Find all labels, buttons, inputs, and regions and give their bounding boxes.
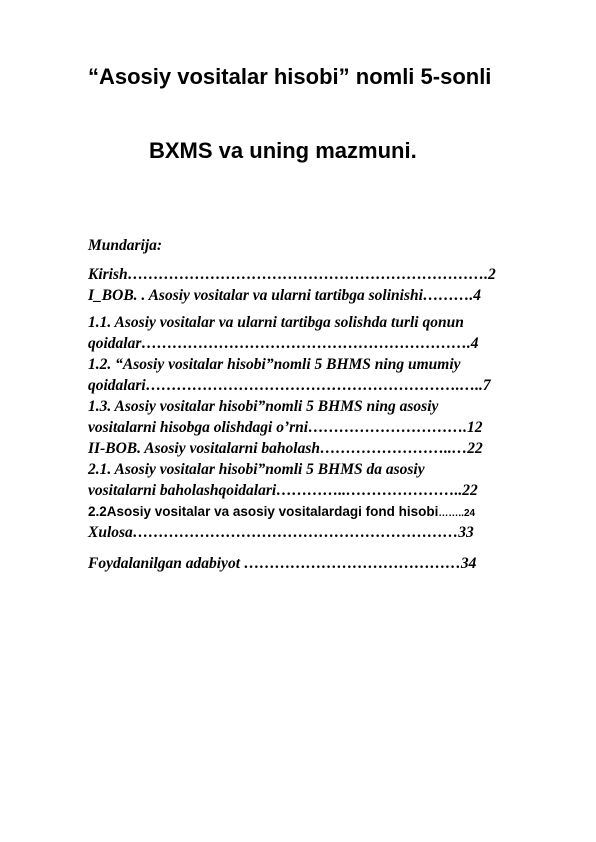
contents-heading: Mundarija: <box>88 237 163 254</box>
document-title-line-2: BXMS va uning mazmuni. <box>149 138 417 163</box>
toc-entry-1-1-line-1: 1.1. Asosiy vositalar va ularni tartibga solishda turli qonun <box>88 314 464 331</box>
toc-entry-conclusion: Xulosa………………………………………………………33 <box>88 524 474 541</box>
toc-entry-1-3-line-1: 1.3. Asosiy vositalar hisobi”nomli 5 BHMS ning asosiy <box>88 398 439 415</box>
toc-entry-2-2-text: 2.2Asosiy vositalar va asosiy vositalardagi fond hisobi <box>88 504 439 519</box>
toc-entry-references: Foydalanilgan adabiyot ……………………………………34 <box>88 555 477 572</box>
toc-entry-2-2 <box>88 501 558 522</box>
document-title-line-1: “Asosiy vositalar hisobi” nomli 5-sonli <box>88 64 492 89</box>
toc-entry-1-1-line-2: qoidalar……………………………………………………….4 <box>88 335 479 352</box>
toc-entry-2-1-line-1: 2.1. Asosiy vositalar hisobi”nomli 5 BHMS da asosiy <box>88 461 425 478</box>
toc-entry-chapter-2: II-BOB. Asosiy vositalarni baholash……………………..…22 <box>88 440 483 457</box>
toc-entry-chapter-1: I_BOB. . Asosiy vositalar va ularni tartibga solinishi……….4 <box>88 287 482 304</box>
toc-entry-1-2-line-1: 1.2. “Asosiy vositalar hisobi”nomli 5 BHMS ning umumiy <box>88 356 461 373</box>
toc-entry-2-1-line-2: vositalarni baholashqoidalari…………..…………………..22 <box>88 482 478 499</box>
table-of-contents <box>88 264 558 574</box>
toc-entry-2-2-page: ……..24 <box>438 508 476 519</box>
toc-entry-introduction: Kirish…………………………………………………………….2 <box>88 266 496 283</box>
toc-entry-1-3-line-2: vositalarni hisobga olishdagi o’rni………………………….12 <box>88 419 483 436</box>
toc-entry-1-2-line-2: qoidalari…………………………………………………….…..7 <box>88 377 491 394</box>
